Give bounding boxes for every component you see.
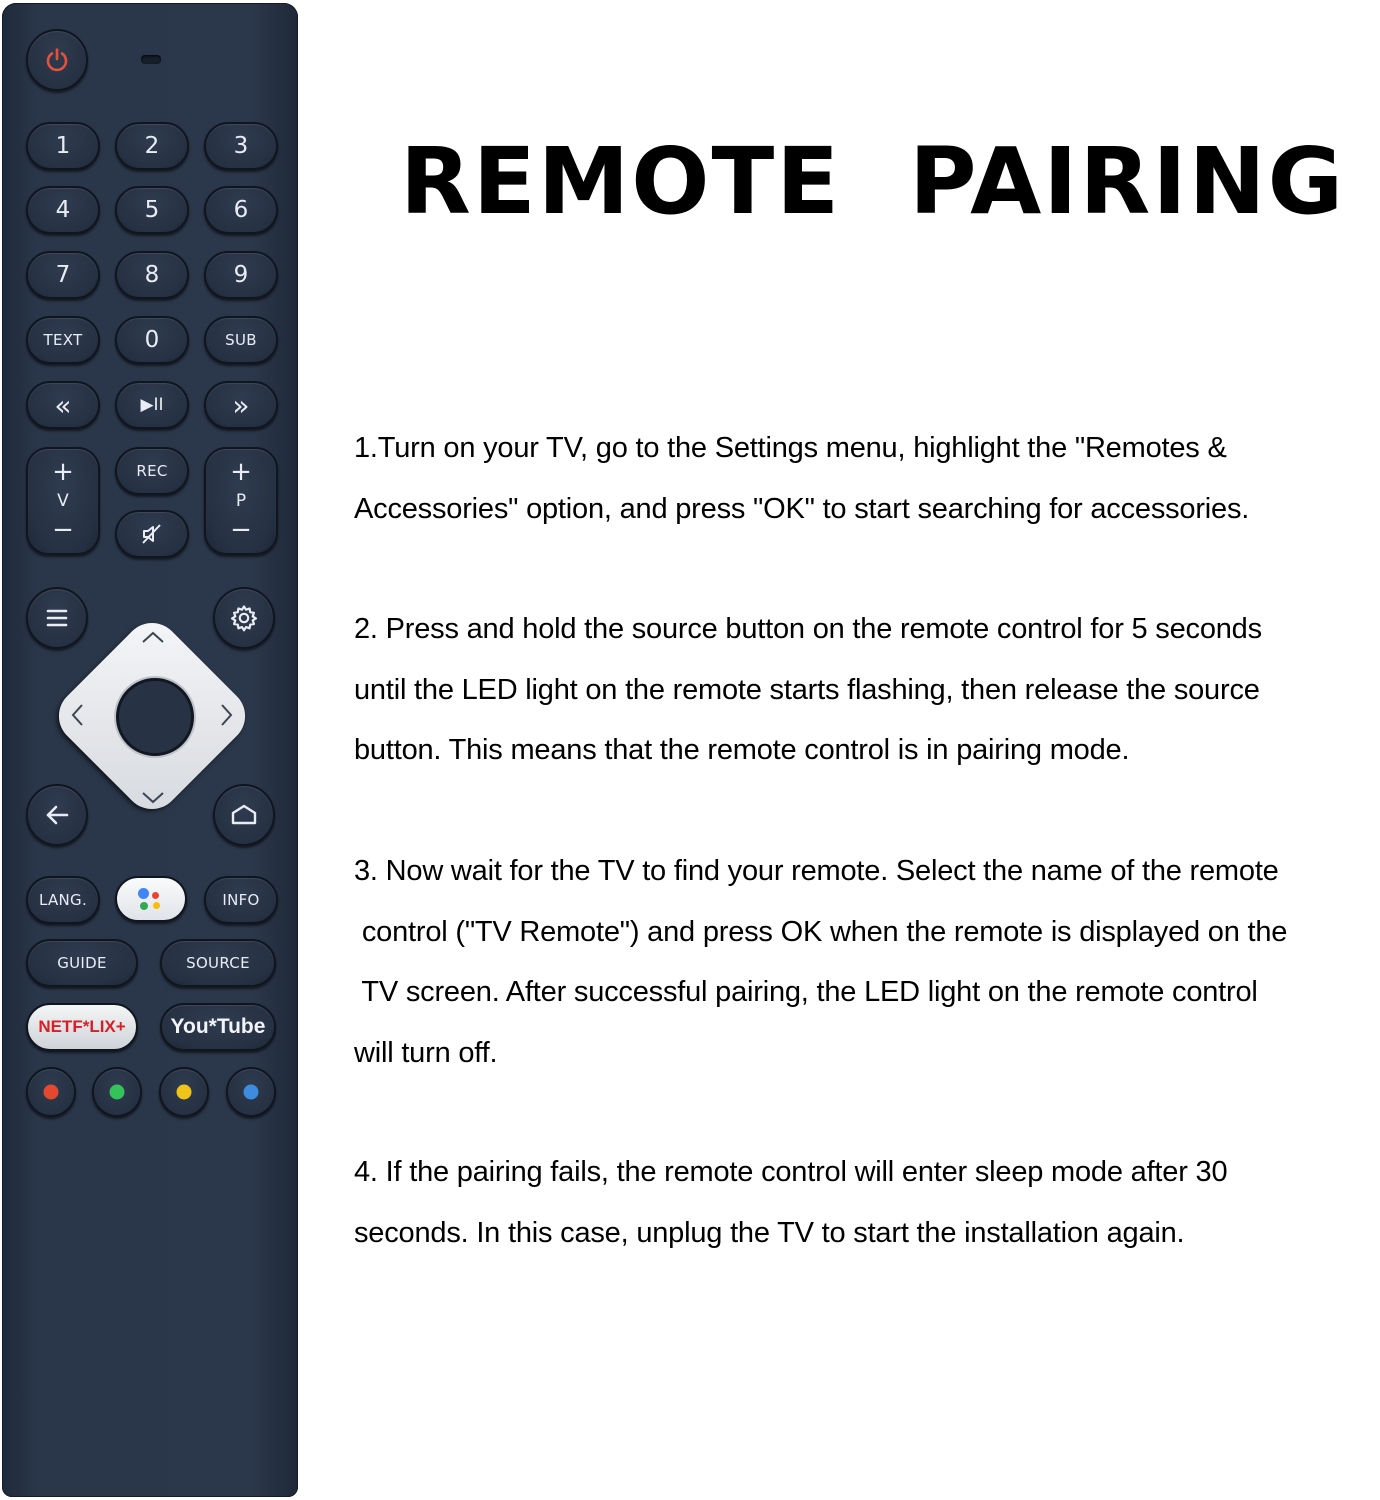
google-assistant-button[interactable] bbox=[115, 876, 187, 922]
google-assistant-icon bbox=[136, 886, 166, 912]
number-1-button[interactable]: 1 bbox=[26, 122, 100, 170]
volume-rocker[interactable] bbox=[26, 447, 100, 555]
menu-icon bbox=[44, 607, 70, 629]
number-4-button[interactable]: 4 bbox=[26, 186, 100, 234]
number-9-button[interactable]: 9 bbox=[204, 251, 278, 299]
mute-button[interactable] bbox=[115, 510, 189, 558]
step-1 bbox=[354, 418, 1249, 539]
red-key-button[interactable] bbox=[26, 1067, 76, 1117]
netflix-button[interactable]: NETF*LIX+ bbox=[26, 1003, 138, 1051]
program-up-icon[interactable]: + bbox=[230, 457, 252, 487]
volume-down-icon[interactable]: − bbox=[52, 515, 74, 545]
led-indicator bbox=[141, 55, 161, 64]
fast-forward-icon: » bbox=[232, 388, 250, 422]
number-5-button[interactable]: 5 bbox=[115, 186, 189, 234]
ok-button[interactable] bbox=[116, 678, 194, 756]
step-3-line: TV screen. After successful pairing, the LED light on the remote control bbox=[354, 976, 1258, 1008]
guide-button[interactable]: GUIDE bbox=[26, 939, 138, 987]
yellow-dot-icon bbox=[177, 1085, 192, 1100]
source-button[interactable]: SOURCE bbox=[160, 939, 276, 987]
green-dot-icon bbox=[110, 1085, 125, 1100]
program-rocker[interactable] bbox=[204, 447, 278, 555]
step-2-line: until the LED light on the remote starts flashing, then release the source bbox=[354, 673, 1260, 706]
info-button[interactable]: INFO bbox=[204, 876, 278, 924]
rewind-icon: « bbox=[54, 388, 72, 422]
power-icon bbox=[44, 47, 70, 73]
home-icon bbox=[230, 803, 258, 827]
volume-up-icon[interactable]: + bbox=[52, 457, 74, 487]
step-2 bbox=[354, 599, 1262, 781]
step-3-line: will turn off. bbox=[354, 1036, 498, 1069]
step-1-line: 1.Turn on your TV, go to the Settings menu, highlight the "Remotes & bbox=[354, 432, 1227, 464]
menu-button[interactable] bbox=[26, 587, 88, 649]
sub-button[interactable]: SUB bbox=[204, 316, 278, 364]
rewind-button[interactable] bbox=[26, 381, 100, 429]
settings-button[interactable] bbox=[213, 587, 275, 649]
fast-forward-button[interactable] bbox=[204, 381, 278, 429]
back-button[interactable] bbox=[26, 784, 88, 846]
volume-label: V bbox=[57, 490, 69, 511]
gear-icon bbox=[229, 603, 259, 633]
red-dot-icon bbox=[44, 1085, 59, 1100]
number-8-button[interactable]: 8 bbox=[115, 251, 189, 299]
lang-button[interactable]: LANG. bbox=[26, 876, 100, 924]
rec-button[interactable]: REC bbox=[115, 447, 189, 495]
number-7-button[interactable]: 7 bbox=[26, 251, 100, 299]
program-down-icon[interactable]: − bbox=[230, 515, 252, 545]
step-4 bbox=[354, 1142, 1227, 1263]
program-label: P bbox=[235, 490, 247, 511]
blue-dot-icon bbox=[244, 1085, 259, 1100]
number-0-button[interactable]: 0 bbox=[115, 316, 189, 364]
green-key-button[interactable] bbox=[92, 1067, 142, 1117]
step-2-line: button. This means that the remote control is in pairing mode. bbox=[354, 734, 1130, 766]
yellow-key-button[interactable] bbox=[159, 1067, 209, 1117]
step-3-line: control ("TV Remote") and press OK when the remote is displayed on the bbox=[354, 915, 1288, 948]
youtube-button[interactable]: You*Tube bbox=[160, 1003, 276, 1051]
blue-key-button[interactable] bbox=[226, 1067, 276, 1117]
play-pause-button[interactable] bbox=[115, 381, 189, 429]
chevron-down-icon[interactable] bbox=[141, 786, 165, 811]
number-3-button[interactable]: 3 bbox=[204, 122, 278, 170]
chevron-right-icon[interactable] bbox=[220, 703, 234, 733]
mute-icon bbox=[140, 522, 164, 546]
step-2-line: 2. Press and hold the source button on the remote control for 5 seconds bbox=[354, 613, 1262, 645]
play-pause-icon: ▶II bbox=[140, 395, 164, 415]
step-4-line: 4. If the pairing fails, the remote control will enter sleep mode after 30 bbox=[354, 1156, 1228, 1188]
number-6-button[interactable]: 6 bbox=[204, 186, 278, 234]
page-title: REMOTE PAIRING bbox=[400, 128, 1346, 235]
number-2-button[interactable]: 2 bbox=[115, 122, 189, 170]
home-button[interactable] bbox=[213, 784, 275, 846]
tv-remote bbox=[2, 3, 298, 1497]
chevron-up-icon[interactable] bbox=[141, 625, 165, 650]
step-3-line: 3. Now wait for the TV to find your remote. Select the name of the remote bbox=[354, 855, 1279, 887]
step-3 bbox=[354, 841, 1287, 1083]
step-4-line: seconds. In this case, unplug the TV to start the installation again. bbox=[354, 1216, 1185, 1249]
text-button[interactable]: TEXT bbox=[26, 316, 100, 364]
power-button[interactable] bbox=[26, 29, 88, 91]
chevron-left-icon[interactable] bbox=[70, 703, 84, 733]
step-1-line: Accessories" option, and press "OK" to start searching for accessories. bbox=[354, 492, 1250, 525]
back-arrow-icon bbox=[43, 803, 71, 827]
